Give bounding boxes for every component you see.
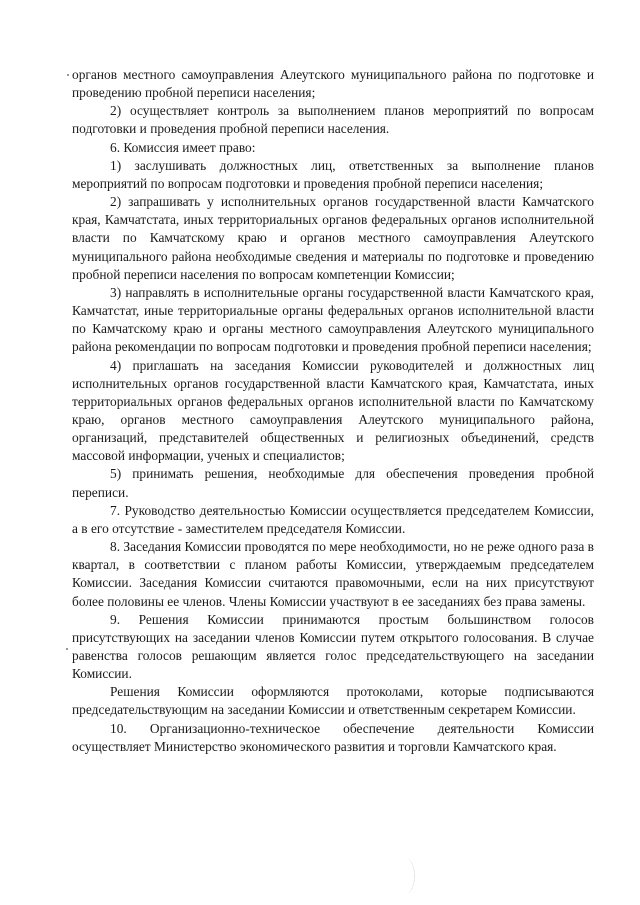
scan-speck — [67, 74, 69, 76]
paragraph-6-3-send-recommendations: 3) направлять в исполнительные органы государственной власти Камчатского края, Камчатстат, иные территориальные органы федеральных органов исполнительной власти по Камчатскому краю и органы местного самоуправления Алеутского муниципального района рекомендации по вопросам подготовки и проведения пробной переписи населения; — [72, 284, 594, 355]
scan-speck — [66, 648, 68, 650]
paragraph-6-4-invite: 4) приглашать на заседания Комиссии руководителей и должностных лиц исполнительных органов государственной власти Камчатского края, Камчатстата, иных территориальных органов федеральных органов исполнительной власти по Камчатскому краю, органов местного самоуправления Алеутского муниципального района, организаций, представителей общественных и религиозных объединений, средств массовой информации, ученых и специалистов; — [72, 357, 594, 464]
paragraph-6-2-request-info: 2) запрашивать у исполнительных органов государственной власти Камчатского края, Камчатстата, иных территориальных органов федеральных органов исполнительной власти по Камчатскому краю и органов местного самоуправления Алеутского муниципального района необходимые сведения и материалы по подготовке и проведению пробной переписи населения по вопросам компетенции Комиссии; — [72, 194, 594, 282]
paragraph-7-leadership: 7. Руководство деятельностью Комиссии осуществляется председателем Комиссии, а в его отсутствие - заместителем председателя Комиссии. — [72, 502, 594, 536]
paragraph-10-support: 10. Организационно-техническое обеспечение деятельности Комиссии осуществляет Министерство экономического развития и торговли Камчатского края. — [72, 720, 594, 754]
document-body — [72, 66, 594, 756]
paragraph-6-5-decisions: 5) принимать решения, необходимые для обеспечения проведения пробной переписи. — [72, 466, 594, 500]
scan-artifact — [396, 858, 415, 894]
paragraph-9-protocols: Решения Комиссии оформляются протоколами, которые подписываются председательствующим на заседании Комиссии и ответственным секретарем Комиссии. — [72, 684, 594, 718]
paragraph-9-voting: 9. Решения Комиссии принимаются простым большинством голосов присутствующих на заседании членов Комиссии путем открытого голосования. В случае равенства голосов решающим является голос председательствующего на заседании Комиссии. — [72, 611, 594, 682]
paragraph-continuation: органов местного самоуправления Алеутского муниципального района по подготовке и проведению пробной переписи населения; — [72, 67, 594, 101]
paragraph-6-rights-heading: 6. Комиссия имеет право: — [110, 139, 256, 155]
paragraph-6-1-hear-officials: 1) заслушивать должностных лиц, ответственных за выполнение планов мероприятий по вопросам подготовки и проведения пробной переписи населения; — [72, 157, 594, 191]
paragraph-5-2-control: 2) осуществляет контроль за выполнением планов мероприятий по вопросам подготовки и проведения пробной переписи населения. — [72, 103, 594, 137]
paragraph-8-meetings: 8. Заседания Комиссии проводятся по мере необходимости, но не реже одного раза в квартал, в соответствии с планом работы Комиссии, утверждаемым председателем Комиссии. Заседания Комиссии считаются правомочными, если на них присутствуют более половины ее членов. Члены Комиссии участвуют в ее заседаниях без права замены. — [72, 539, 594, 609]
